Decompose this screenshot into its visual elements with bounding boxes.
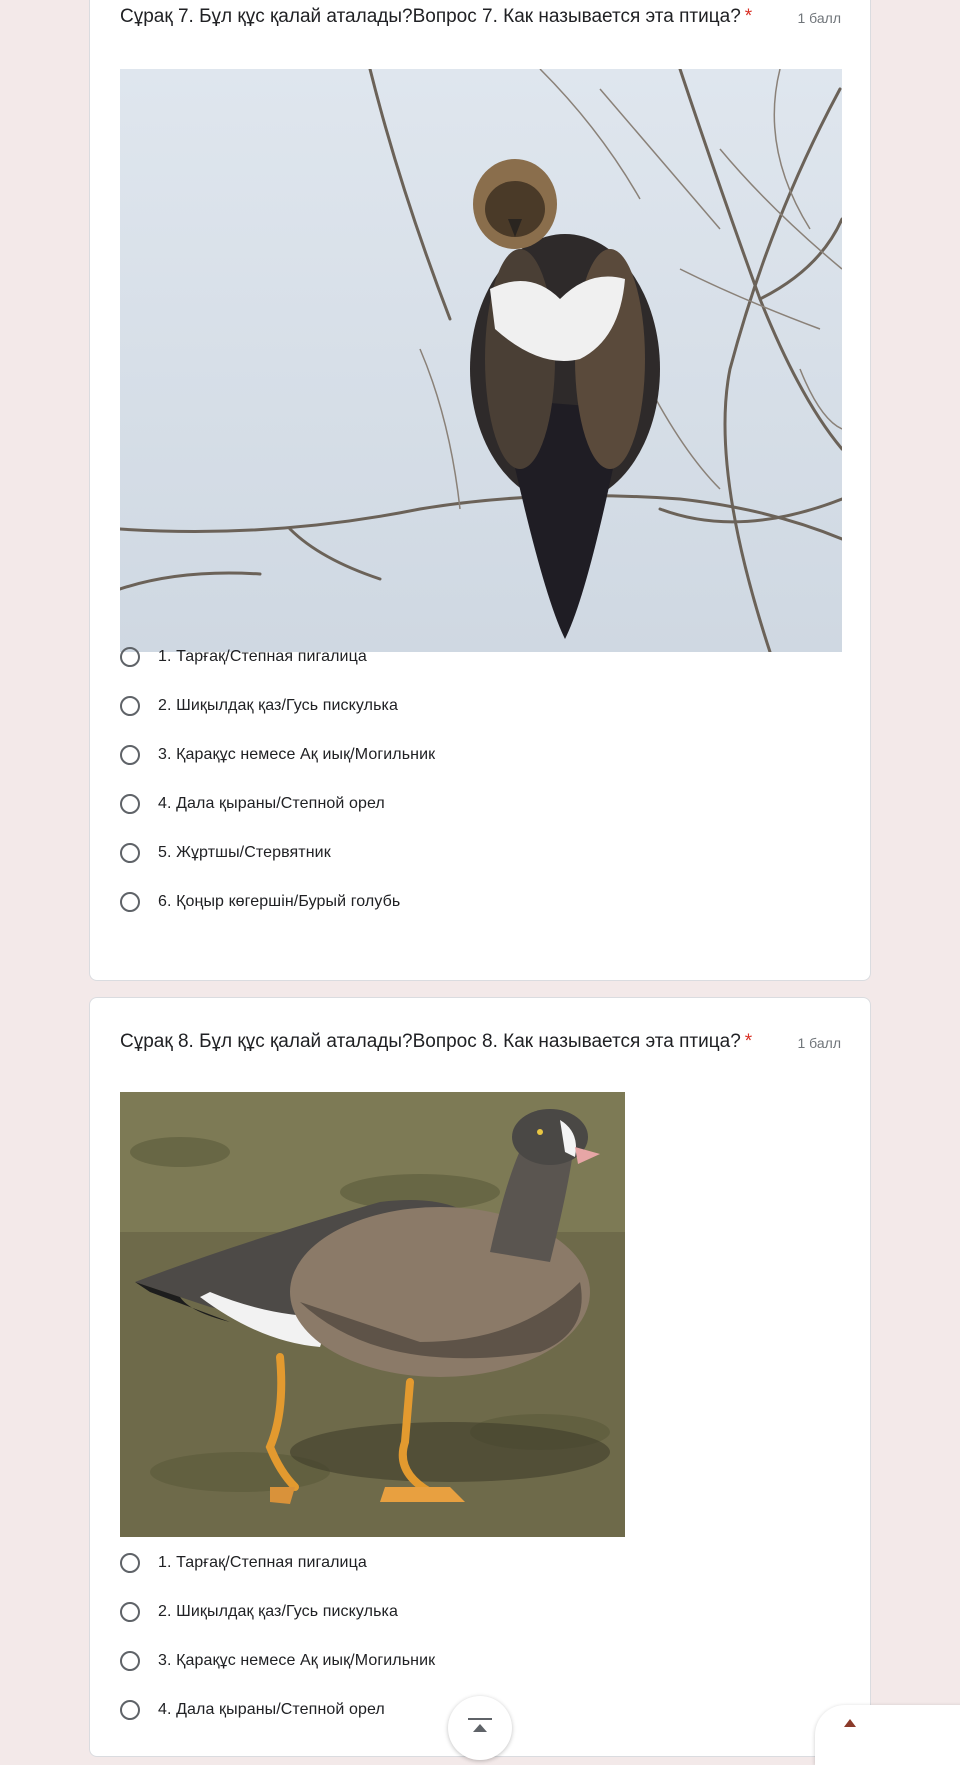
eagle-photo — [120, 69, 842, 652]
radio-circle-icon[interactable] — [120, 1700, 140, 1720]
question-title-text: Сұрақ 7. Бұл құс қалай аталады?Вопрос 7. Как называется эта птица? — [120, 6, 741, 27]
radio-circle-icon[interactable] — [120, 892, 140, 912]
question-title-text: Сұрақ 8. Бұл құс қалай аталады?Вопрос 8. Как называется эта птица? — [120, 1031, 741, 1052]
option-radio[interactable] — [120, 1695, 385, 1725]
option-label: 1. Тарғақ/Степная пигалица — [158, 1554, 367, 1571]
radio-circle-icon[interactable] — [120, 1553, 140, 1573]
radio-circle-icon[interactable] — [120, 1651, 140, 1671]
explore-icon — [844, 1719, 856, 1727]
option-radio[interactable] — [120, 838, 331, 868]
option-label: 4. Дала қыраны/Степной орел — [158, 795, 385, 812]
radio-circle-icon[interactable] — [120, 696, 140, 716]
question-card-7 — [89, 0, 871, 981]
goose-photo — [120, 1092, 625, 1537]
question-title-7 — [120, 5, 760, 29]
question-card-8 — [89, 997, 871, 1757]
option-radio[interactable] — [120, 1548, 367, 1578]
option-radio[interactable] — [120, 1646, 435, 1676]
radio-circle-icon[interactable] — [120, 647, 140, 667]
option-label: 3. Қарақұс немесе Ақ иық/Могильник — [158, 746, 436, 763]
option-radio[interactable] — [120, 1597, 398, 1627]
option-label: 5. Жұртшы/Стервятник — [158, 844, 331, 861]
option-radio[interactable] — [120, 642, 367, 672]
option-label: 3. Қарақұс немесе Ақ иық/Могильник — [158, 1652, 436, 1669]
points-label: 1 балл — [797, 10, 841, 26]
required-asterisk: * — [744, 1031, 753, 1052]
radio-circle-icon[interactable] — [120, 1602, 140, 1622]
option-radio[interactable] — [120, 740, 435, 770]
option-radio[interactable] — [120, 789, 385, 819]
question-title-8 — [120, 1030, 760, 1054]
corner-widget[interactable] — [815, 1705, 960, 1765]
option-label: 6. Қоңыр көгершін/Бурый голубь — [158, 893, 401, 910]
option-radio[interactable] — [120, 887, 400, 917]
option-radio[interactable] — [120, 691, 398, 721]
radio-circle-icon[interactable] — [120, 843, 140, 863]
option-label: 2. Шиқылдақ қаз/Гусь пискулька — [158, 1603, 398, 1620]
scroll-top-button[interactable] — [448, 1696, 512, 1760]
radio-circle-icon[interactable] — [120, 794, 140, 814]
radio-circle-icon[interactable] — [120, 745, 140, 765]
points-label: 1 балл — [797, 1035, 841, 1051]
option-label: 1. Тарғақ/Степная пигалица — [158, 648, 367, 665]
option-label: 2. Шиқылдақ қаз/Гусь пискулька — [158, 697, 398, 714]
required-asterisk: * — [744, 6, 753, 27]
option-label: 4. Дала қыраны/Степной орел — [158, 1701, 385, 1718]
scroll-top-icon — [468, 1718, 492, 1720]
arrow-up-icon — [473, 1724, 487, 1732]
